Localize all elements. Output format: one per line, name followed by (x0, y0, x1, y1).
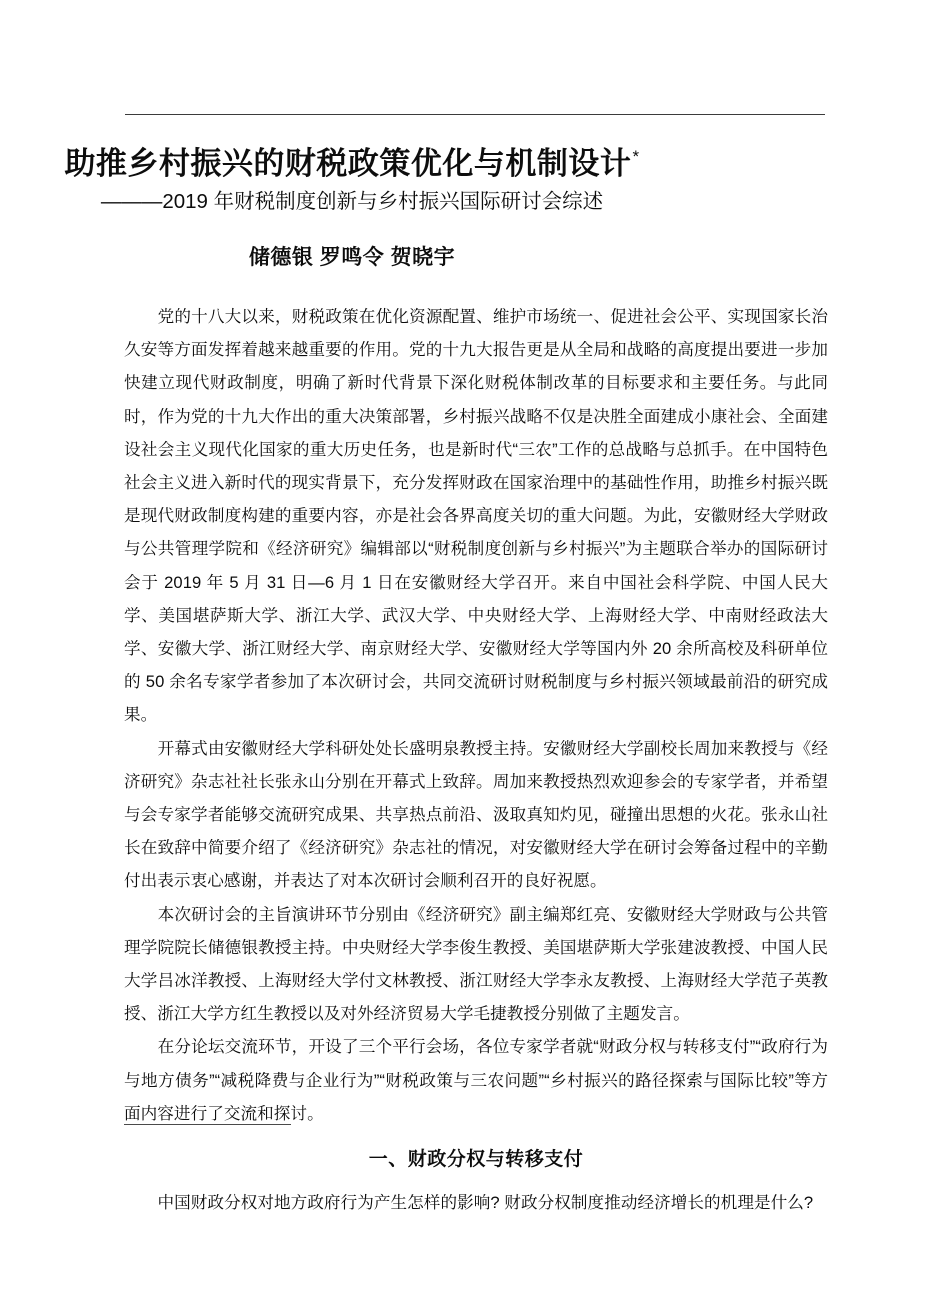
body-paragraph: 党的十八大以来，财税政策在优化资源配置、维护市场统一、促进社会公平、实现国家长治久安等方面发挥着越来越重要的作用。党的十九大报告更是从全局和战略的高度提出要进一步加快建立现代财政制度，明确了新时代背景下深化财税体制改革的目标要求和主要任务。与此同时，作为党的十九大作出的重大决策部署，乡村振兴战略不仅是决胜全面建成小康社会、全面建设社会主义现代化国家的重大历史任务，也是新时代“三农”工作的总战略与总抓手。在中国特色社会主义进入新时代的现实背景下，充分发挥财政在国家治理中的基础性作用，助推乡村振兴既是现代财政制度构建的重要内容，亦是社会各界高度关切的重大问题。为此，安徽财经大学财政与公共管理学院和《经济研究》编辑部以“财税制度创新与乡村振兴”为主题联合举办的国际研讨会于 2019 年 5 月 31 日—6 月 1 日在安徽财经大学召开。来自中国社会科学院、中国人民大学、美国堪萨斯大学、浙江大学、武汉大学、中央财经大学、上海财经大学、中南财经政法大学、安徽大学、浙江财经大学、南京财经大学、安徽财经大学等国内外 20 余所高校及科研单位的 50 余名专家学者参加了本次研讨会，共同交流研讨财税制度与乡村振兴领域最前沿的研究成果。 (124, 307, 828, 725)
footnote-separator-rule (124, 1124, 291, 1125)
title-footnote-marker: * (632, 147, 640, 167)
author-line: 储德银 罗鸣令 贺晓宇 (248, 246, 456, 269)
page-subtitle: ———2019 年财税制度创新与乡村振兴国际研讨会综述 (100, 190, 604, 213)
section-heading: 一、财政分权与转移支付 (368, 1149, 584, 1171)
body-paragraph: 开幕式由安徽财经大学科研处处长盛明泉教授主持。安徽财经大学副校长周加来教授与《经济研究》杂志社社长张永山分别在开幕式上致辞。周加来教授热烈欢迎参会的专家学者，并希望与会专家学者能够交流研究成果、共享热点前沿、汲取真知灼见，碰撞出思想的火花。张永山社长在致辞中简要介绍了《经济研究》杂志社的情况，对安徽财经大学在研讨会筹备过程中的辛勤付出表示衷心感谢，并表达了对本次研讨会顺利召开的良好祝愿。 (124, 738, 828, 891)
page-title-text: 助推乡村振兴的财税政策优化与机制设计 (64, 145, 632, 181)
page-title (0, 143, 704, 185)
document-body (124, 300, 828, 1219)
body-paragraph: 在分论坛交流环节，开设了三个平行会场，各位专家学者就“财政分权与转移支付”“政府行为与地方债务”“减税降费与企业行为”“财税政策与三农问题”“乡村振兴的路径探索与国际比较”等方面内容进行了交流和探讨。 (124, 1037, 828, 1123)
body-paragraph: 本次研讨会的主旨演讲环节分别由《经济研究》副主编郑红亮、安徽财经大学财政与公共管理学院院长储德银教授主持。中央财经大学李俊生教授、美国堪萨斯大学张建波教授、中国人民大学吕冰洋教授、上海财经大学付文林教授、浙江财经大学李永友教授、上海财经大学范子英教授、浙江大学方红生教授以及对外经济贸易大学毛捷教授分别做了主题发言。 (124, 904, 828, 1024)
header-rule (125, 114, 825, 115)
section-body-paragraph: 中国财政分权对地方政府行为产生怎样的影响? 财政分权制度推动经济增长的机理是什么? (157, 1193, 814, 1213)
